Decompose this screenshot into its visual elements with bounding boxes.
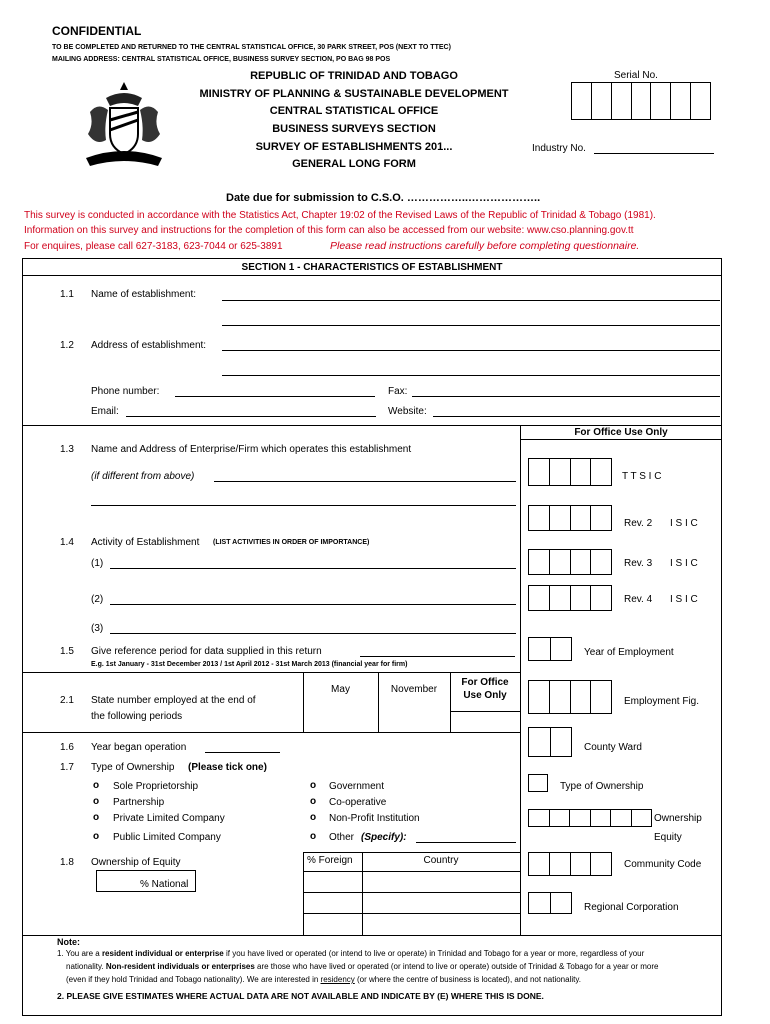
note-2: 2. PLEASE GIVE ESTIMATES WHERE ACTUAL DATA ARE NOT AVAILABLE AND INDICATE BY (E) WHERE THIS IS DONE.	[57, 991, 544, 1001]
return-address-line: TO BE COMPLETED AND RETURNED TO THE CENTRAL STATISTICAL OFFICE, 30 PARK STREET, POS (NEXT TO TTEC)	[52, 44, 451, 51]
q21-number: 2.1	[60, 695, 74, 706]
label-public-limited: Public Limited Company	[113, 832, 221, 843]
q16-label: Year began operation	[91, 742, 187, 753]
activity-1-label: (1)	[91, 558, 104, 569]
mailing-address-line: MAILING ADDRESS: CENTRAL STATISTICAL OFFICE, BUSINESS SURVEY SECTION, PO BAG 98 POS	[52, 56, 391, 63]
radio-sole-proprietorship[interactable]: o	[93, 780, 100, 791]
q21-label-line1: State number employed at the end of	[91, 695, 256, 706]
website-label: Website:	[388, 406, 427, 417]
label-co-operative: Co-operative	[329, 797, 387, 808]
regional-corp-box[interactable]	[528, 892, 572, 914]
isic-rev2-label: I S I C	[670, 518, 698, 529]
radio-private-limited[interactable]: o	[93, 812, 100, 823]
q14-number: 1.4	[60, 537, 74, 548]
enquiries-notice: For enquires, please call 627-3183, 623-7044 or 625-3891	[24, 241, 283, 252]
q13-label: Name and Address of Enterprise/Firm which operates this establishment	[91, 444, 412, 455]
activity-2-label: (2)	[91, 594, 104, 605]
q11-label: Name of establishment:	[91, 289, 197, 300]
col-may: May	[331, 684, 350, 695]
establishment-name-field-2[interactable]	[222, 325, 720, 326]
rev4-label: Rev. 4	[624, 594, 653, 605]
label-partnership: Partnership	[113, 797, 165, 808]
equity-label: Equity	[654, 832, 682, 843]
radio-other[interactable]: o	[310, 831, 317, 842]
activity-2-field[interactable]	[110, 604, 516, 605]
col-november: November	[390, 684, 438, 695]
date-due-label: Date due for submission to C.S.O. ……………..………………..	[226, 192, 541, 204]
notes-title: Note:	[57, 937, 80, 947]
ownership-equity-box[interactable]	[528, 809, 652, 827]
isic-rev2-box[interactable]	[528, 505, 612, 531]
title-ministry: MINISTRY OF PLANNING & SUSTAINABLE DEVELOPMENT	[199, 88, 509, 100]
reference-period-field[interactable]	[360, 656, 515, 657]
ttsic-code-box[interactable]	[528, 458, 612, 486]
rev3-label: Rev. 3	[624, 558, 653, 569]
q17-label: Type of Ownership	[91, 762, 175, 773]
q12-label: Address of establishment:	[91, 340, 207, 351]
q15-label: Give reference period for data supplied in this return	[91, 646, 322, 657]
note-1-line3: (even if they hold Trinidad and Tobago nationality). We are interested in residency (or where the centre of business is located), and not nationality.	[66, 975, 581, 984]
radio-non-profit[interactable]: o	[310, 812, 317, 823]
title-cso: CENTRAL STATISTICAL OFFICE	[269, 105, 439, 117]
country-header: Country	[423, 855, 459, 866]
section1-title: SECTION 1 - CHARACTERISTICS OF ESTABLISHMENT	[241, 262, 503, 273]
q17-instruction: (Please tick one)	[188, 762, 267, 773]
foreign-pct-header: % Foreign	[307, 855, 353, 866]
radio-government[interactable]: o	[310, 780, 317, 791]
q15-number: 1.5	[60, 646, 74, 657]
col-office-use-2: Use Only	[463, 690, 507, 701]
establishment-name-field[interactable]	[222, 300, 720, 301]
office-use-column-divider	[520, 425, 521, 935]
title-bss: BUSINESS SURVEYS SECTION	[272, 123, 436, 135]
q13-number: 1.3	[60, 444, 74, 455]
county-ward-label: County Ward	[584, 742, 642, 753]
col-office-use-1: For Office	[461, 677, 509, 688]
ttsic-label: T T S I C	[622, 471, 662, 482]
national-pct-label: % National	[140, 879, 189, 890]
q14-label: Activity of Establishment	[91, 537, 200, 548]
isic-rev4-label: I S I C	[670, 594, 698, 605]
type-ownership-box[interactable]	[528, 774, 548, 792]
q18-label: Ownership of Equity	[91, 857, 181, 868]
confidential-label: CONFIDENTIAL	[52, 24, 142, 38]
activity-3-field[interactable]	[110, 633, 516, 634]
fax-field[interactable]	[412, 396, 720, 397]
instructions-notice: Please read instructions carefully before completing questionnaire.	[330, 240, 640, 252]
activity-1-field[interactable]	[110, 568, 516, 569]
november-employment-field[interactable]	[379, 711, 450, 731]
industry-no-field[interactable]	[594, 153, 714, 154]
title-republic: REPUBLIC OF TRINIDAD AND TOBAGO	[250, 70, 458, 82]
label-government: Government	[329, 781, 385, 792]
label-other-specify: (Specify):	[361, 832, 407, 843]
enterprise-name-field[interactable]	[214, 481, 516, 482]
county-ward-box[interactable]	[528, 727, 572, 757]
rev2-label: Rev. 2	[624, 518, 653, 529]
foreign-equity-table[interactable]	[304, 872, 520, 934]
statistics-act-notice: This survey is conducted in accordance with the Statistics Act, Chapter 19:02 of the Revised Laws of the Republic of Trinidad & Tobago (1981).	[24, 210, 656, 221]
serial-no-field[interactable]	[571, 82, 711, 120]
community-code-box[interactable]	[528, 852, 612, 876]
year-employment-label: Year of Employment	[584, 647, 674, 658]
regional-corp-label: Regional Corporation	[584, 902, 679, 913]
coat-of-arms-icon	[76, 78, 172, 174]
label-private-limited: Private Limited Company	[113, 813, 225, 824]
website-field[interactable]	[433, 416, 720, 417]
serial-no-label: Serial No.	[614, 70, 658, 81]
q11-number: 1.1	[60, 289, 74, 300]
email-field[interactable]	[126, 416, 376, 417]
title-form: GENERAL LONG FORM	[292, 158, 416, 170]
note-1-line1: 1. You are a resident individual or enterprise if you have lived or operated (or intend to live or operate) in Trinidad and Tobago for a year or more, regardless of your	[57, 949, 645, 958]
q16-number: 1.6	[60, 742, 74, 753]
q13-sub: (if different from above)	[91, 471, 195, 482]
radio-co-operative[interactable]: o	[310, 796, 317, 807]
q12-number: 1.2	[60, 340, 74, 351]
employment-fig-label: Employment Fig.	[624, 696, 700, 707]
address-field-2[interactable]	[222, 375, 720, 376]
radio-partnership[interactable]: o	[93, 796, 100, 807]
employment-fig-box[interactable]	[528, 680, 612, 714]
industry-no-label: Industry No.	[532, 143, 586, 154]
enterprise-address-field[interactable]	[91, 505, 516, 506]
year-employment-box[interactable]	[528, 637, 572, 661]
may-employment-field[interactable]	[304, 711, 378, 731]
address-field[interactable]	[222, 350, 720, 351]
q15-example: E.g. 1st January - 31st December 2013 / 1st April 2012 - 31st March 2013 (financial year for firm)	[91, 661, 408, 668]
label-non-profit: Non-Profit Institution	[329, 813, 420, 824]
other-specify-field[interactable]	[416, 842, 516, 843]
isic-rev3-label: I S I C	[670, 558, 698, 569]
label-other: Other	[329, 832, 355, 843]
label-sole-proprietorship: Sole Proprietorship	[113, 781, 199, 792]
phone-label: Phone number:	[91, 386, 160, 397]
isic-rev4-box[interactable]	[528, 585, 612, 611]
ownership-label: Ownership	[654, 813, 702, 824]
phone-field[interactable]	[175, 396, 375, 397]
email-label: Email:	[91, 406, 119, 417]
year-began-field[interactable]	[205, 752, 280, 753]
title-survey: SURVEY OF ESTABLISHMENTS 201...	[255, 141, 453, 153]
q21-label-line2: the following periods	[91, 711, 183, 722]
q14-instruction: (LIST ACTIVITIES IN ORDER OF IMPORTANCE)	[213, 539, 370, 546]
fax-label: Fax:	[388, 386, 408, 397]
radio-public-limited[interactable]: o	[93, 831, 100, 842]
community-code-label: Community Code	[624, 859, 702, 870]
q18-number: 1.8	[60, 857, 74, 868]
activity-3-label: (3)	[91, 623, 104, 634]
office-use-header: For Office Use Only	[574, 427, 668, 438]
isic-rev3-box[interactable]	[528, 549, 612, 575]
website-notice: Information on this survey and instructions for the completion of this form can also be accessed from our website: www.cso.planning.gov.tt	[24, 225, 634, 236]
note-1-line2: nationality. Non-resident individuals or enterprises are those who have lived or operated (or intend to live or operate) outside of Trinidad & Tobago for a year or more	[66, 962, 659, 971]
type-ownership-label: Type of Ownership	[560, 781, 644, 792]
q17-number: 1.7	[60, 762, 74, 773]
